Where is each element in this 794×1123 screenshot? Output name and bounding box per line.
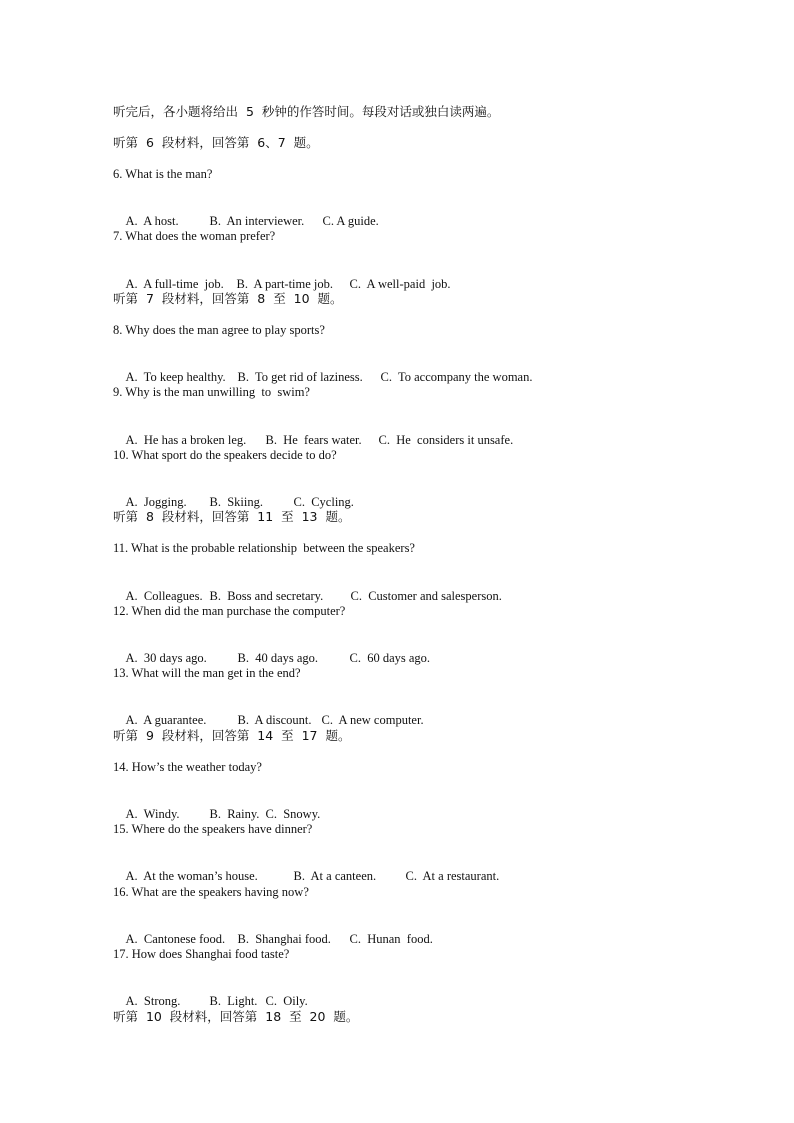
- option-a: A. Windy.: [125, 807, 180, 821]
- option-a: A. 30 days ago.: [125, 651, 207, 665]
- section-heading: 听第 8 段材料，回答第 11 至 13 题。: [113, 509, 351, 524]
- option-c: C. Oily.: [265, 994, 308, 1008]
- instruction-text: 听完后，各小题将给出 5 秒钟的作答时间。每段对话或独白读两遍。: [113, 104, 500, 119]
- option-c: C. A new computer.: [321, 713, 424, 727]
- question-15: 15. Where do the speakers have dinner?: [113, 822, 313, 836]
- question-11: 11. What is the probable relationship between the speakers?: [113, 541, 415, 555]
- option-b: B. Skiing.: [209, 495, 263, 509]
- question-16: 16. What are the speakers having now?: [113, 885, 309, 899]
- option-c: C. 60 days ago.: [349, 651, 431, 665]
- option-c: C. Cycling.: [293, 495, 354, 509]
- option-c: C. Hunan food.: [349, 932, 433, 946]
- option-b: B. Light.: [209, 994, 258, 1008]
- question-17: 17. How does Shanghai food taste?: [113, 947, 290, 961]
- option-b: B. He fears water.: [265, 433, 362, 447]
- option-a: A. To keep healthy.: [125, 370, 226, 384]
- question-12: 12. When did the man purchase the computer?: [113, 604, 346, 618]
- option-b: B. Rainy.: [209, 807, 260, 821]
- question-10: 10. What sport do the speakers decide to do?: [113, 448, 337, 462]
- option-a: A. Colleagues.: [125, 589, 203, 603]
- option-c: C. Customer and salesperson.: [350, 589, 502, 603]
- section-heading: 听第 9 段材料，回答第 14 至 17 题。: [113, 728, 351, 743]
- option-a: A. He has a broken leg.: [125, 433, 247, 447]
- section-heading: 听第 7 段材料，回答第 8 至 10 题。: [113, 291, 343, 306]
- question-14: 14. How’s the weather today?: [113, 760, 262, 774]
- option-a: A. A guarantee.: [125, 713, 207, 727]
- option-c: C. A guide.: [322, 214, 379, 228]
- question-13: 13. What will the man get in the end?: [113, 666, 301, 680]
- option-b: B. An interviewer.: [209, 214, 305, 228]
- option-c: C. He considers it unsafe.: [378, 433, 514, 447]
- option-a: A. At the woman’s house.: [125, 869, 258, 883]
- option-b: B. 40 days ago.: [237, 651, 319, 665]
- question-6: 6. What is the man?: [113, 167, 213, 181]
- option-c: C. Snowy.: [265, 807, 321, 821]
- option-a: A. Cantonese food.: [125, 932, 226, 946]
- section-heading: 听第 6 段材料，回答第 6、7 题。: [113, 135, 319, 150]
- option-b: B. Boss and secretary.: [209, 589, 324, 603]
- question-8: 8. Why does the man agree to play sports?: [113, 323, 325, 337]
- option-c: C. To accompany the woman.: [380, 370, 533, 384]
- option-a: A. Jogging.: [125, 495, 187, 509]
- option-b: B. To get rid of laziness.: [237, 370, 363, 384]
- option-b: B. A discount.: [237, 713, 312, 727]
- option-c: C. At a restaurant.: [405, 869, 500, 883]
- option-b: B. At a canteen.: [293, 869, 377, 883]
- option-a: A. Strong.: [125, 994, 181, 1008]
- question-7: 7. What does the woman prefer?: [113, 229, 276, 243]
- option-c: C. A well-paid job.: [349, 277, 451, 291]
- question-9: 9. Why is the man unwilling to swim?: [113, 385, 310, 399]
- option-b: B. Shanghai food.: [237, 932, 331, 946]
- option-b: B. A part-time job.: [236, 277, 334, 291]
- section-heading: 听第 10 段材料，回答第 18 至 20 题。: [113, 1009, 359, 1024]
- option-a: A. A host.: [125, 214, 179, 228]
- option-a: A. A full-time job.: [125, 277, 224, 291]
